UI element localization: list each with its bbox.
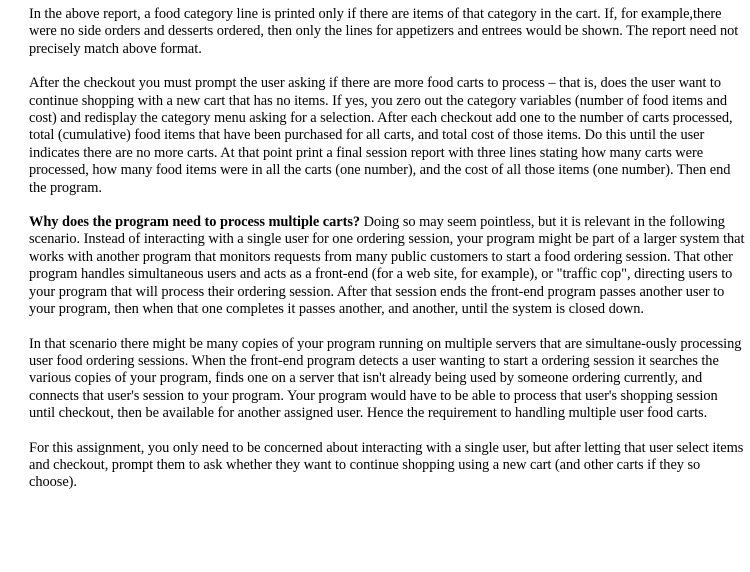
- paragraph-checkout-prompt: After the checkout you must prompt the user asking if there are more food carts to process – that is, does the user want to continue shopping with a new cart that has no items. If yes, you zero out the category variables (number of food items and cost) and redisplay the category menu asking for a selection. After each checkout add one to the number of carts processed, total (cumulative) food items that have been purchased for all carts, and total cost of those items. Do this until the user indicates there are no more carts. At that point print a final session report with three lines stating how many carts were processed, how many food items were in all the carts (one number), and the cost of all those items (one number). Then end the program.: [29, 75, 733, 196]
- paragraph-scenario: In that scenario there might be many copies of your program running on multiple servers that are simultane-ously processing user food ordering sessions. When the front-end program detects a user wanting to start a ordering session it searches the various copies of your program, finds one on a server that isn't already being used by someone ordering currently, and connects that user's session to your program. Your program would have to be able to process that user's shopping session until checkout, then be available for another assigned user. Hence the requirement to handling multiple user food carts.: [29, 335, 742, 422]
- paragraph-multiple-carts-text: Doing so may seem pointless, but it is relevant in the following scenario. Instead of interacting with a single user for one ordering session, your program might be part of a larger system that works with another program that monitors requests from many public customers to start a food ordering session. That other program handles simultaneous users and acts as a front-end (for a web site, for example), or "traffic cop", directing users to your program that will process their ordering session. After that session ends the front-end program passes another user to your program, then when that one completes it passes another, and another, until the system is closed down.: [29, 214, 745, 318]
- paragraph-multiple-carts: [29, 214, 745, 318]
- paragraph-report-format: In the above report, a food category line is printed only if there are items of that category in the cart. If, for example,there were no side orders and desserts ordered, then only the lines for appetizers and entrees would be shown. The report need not precisely match above format.: [29, 6, 739, 57]
- paragraph-assignment-scope: For this assignment, you only need to be concerned about interacting with a single user, but after letting that user select items and checkout, prompt them to ask whether they want to continue shopping using a new cart (and other carts if they so choose).: [29, 439, 744, 491]
- paragraph-lead-heading: Why does the program need to process multiple carts?: [29, 214, 361, 231]
- document-body: [29, 6, 745, 509]
